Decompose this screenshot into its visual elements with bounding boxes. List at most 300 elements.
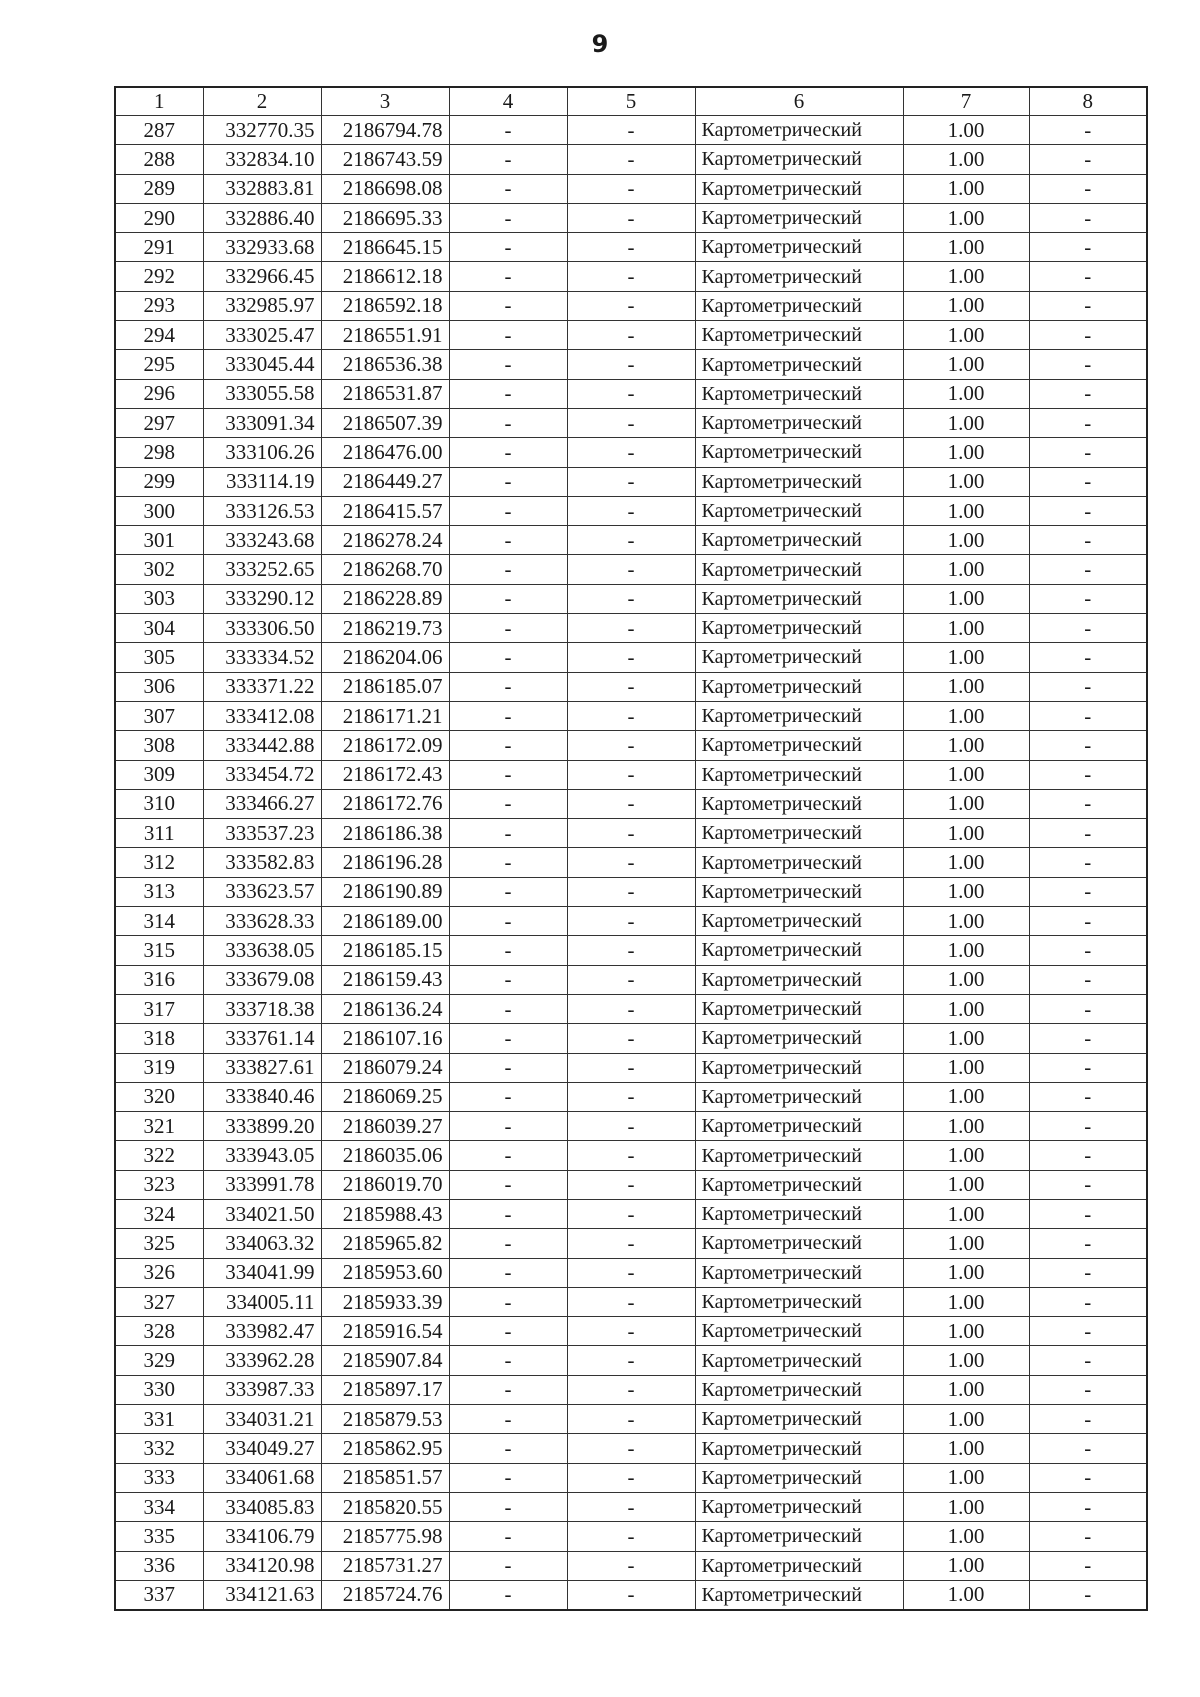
method: Картометрический [695,496,903,525]
column-4-value: - [449,1199,567,1228]
method: Картометрический [695,1024,903,1053]
method: Картометрический [695,174,903,203]
column-5-value: - [567,262,695,291]
column-4-value: - [449,994,567,1023]
point-number: 331 [115,1405,203,1434]
coordinate-y: 2185775.98 [321,1522,449,1551]
coordinate-y: 2186189.00 [321,907,449,936]
column-5-value: - [567,379,695,408]
accuracy: 1.00 [903,848,1029,877]
column-8-value: - [1029,438,1147,467]
column-4-value: - [449,1053,567,1082]
column-4-value: - [449,1375,567,1404]
point-number: 330 [115,1375,203,1404]
method: Картометрический [695,1346,903,1375]
point-number: 301 [115,526,203,555]
column-8-value: - [1029,174,1147,203]
method: Картометрический [695,731,903,760]
column-4-value: - [449,1405,567,1434]
column-8-value: - [1029,203,1147,232]
column-4-value: - [449,1317,567,1346]
coordinate-x: 332834.10 [203,145,321,174]
table-row [115,496,1147,525]
coordinate-x: 332886.40 [203,203,321,232]
table-row [115,819,1147,848]
table-row [115,1229,1147,1258]
table-row [115,379,1147,408]
point-number: 326 [115,1258,203,1287]
coordinate-x: 333537.23 [203,819,321,848]
column-5-value: - [567,965,695,994]
column-4-value: - [449,1112,567,1141]
column-5-value: - [567,1463,695,1492]
coordinate-y: 2185731.27 [321,1551,449,1580]
point-number: 299 [115,467,203,496]
accuracy: 1.00 [903,1434,1029,1463]
column-8-value: - [1029,526,1147,555]
column-8-value: - [1029,1580,1147,1610]
coordinate-y: 2186196.28 [321,848,449,877]
coordinate-y: 2185879.53 [321,1405,449,1434]
accuracy: 1.00 [903,1229,1029,1258]
column-8-value: - [1029,1463,1147,1492]
coordinate-y: 2185897.17 [321,1375,449,1404]
coordinate-x: 333943.05 [203,1141,321,1170]
column-8-value: - [1029,907,1147,936]
point-number: 303 [115,584,203,613]
table-row [115,760,1147,789]
column-8-value: - [1029,1375,1147,1404]
column-5-value: - [567,1434,695,1463]
column-4-value: - [449,321,567,350]
point-number: 295 [115,350,203,379]
table-row [115,1434,1147,1463]
column-4-value: - [449,1258,567,1287]
accuracy: 1.00 [903,643,1029,672]
coordinate-y: 2186136.24 [321,994,449,1023]
coordinate-y: 2186228.89 [321,584,449,613]
coordinate-y: 2185953.60 [321,1258,449,1287]
coordinate-x: 333290.12 [203,584,321,613]
accuracy: 1.00 [903,1082,1029,1111]
column-header: 7 [903,87,1029,116]
column-5-value: - [567,174,695,203]
coordinate-x: 334085.83 [203,1492,321,1521]
column-5-value: - [567,291,695,320]
coordinate-x: 333899.20 [203,1112,321,1141]
method: Картометрический [695,321,903,350]
column-8-value: - [1029,701,1147,730]
point-number: 329 [115,1346,203,1375]
column-8-value: - [1029,877,1147,906]
table-row [115,789,1147,818]
column-8-value: - [1029,262,1147,291]
column-8-value: - [1029,584,1147,613]
column-5-value: - [567,1229,695,1258]
column-8-value: - [1029,145,1147,174]
table-row [115,526,1147,555]
coordinate-x: 334121.63 [203,1580,321,1610]
coordinate-y: 2186449.27 [321,467,449,496]
column-header: 8 [1029,87,1147,116]
method: Картометрический [695,848,903,877]
column-5-value: - [567,438,695,467]
table-row [115,1346,1147,1375]
column-header: 4 [449,87,567,116]
accuracy: 1.00 [903,350,1029,379]
column-4-value: - [449,1522,567,1551]
point-number: 291 [115,233,203,262]
coordinate-y: 2186172.43 [321,760,449,789]
column-4-value: - [449,262,567,291]
column-header: 2 [203,87,321,116]
coordinate-x: 333454.72 [203,760,321,789]
method: Картометрический [695,379,903,408]
column-8-value: - [1029,1346,1147,1375]
coordinate-x: 334120.98 [203,1551,321,1580]
column-5-value: - [567,760,695,789]
coordinate-y: 2185965.82 [321,1229,449,1258]
accuracy: 1.00 [903,1170,1029,1199]
coordinate-x: 332933.68 [203,233,321,262]
column-4-value: - [449,701,567,730]
column-4-value: - [449,116,567,145]
coordinate-x: 333761.14 [203,1024,321,1053]
point-number: 305 [115,643,203,672]
page-number: 9 [591,30,609,58]
table-row [115,145,1147,174]
column-8-value: - [1029,760,1147,789]
coordinate-x: 333827.61 [203,1053,321,1082]
method: Картометрический [695,994,903,1023]
coordinate-x: 333987.33 [203,1375,321,1404]
column-8-value: - [1029,672,1147,701]
point-number: 297 [115,408,203,437]
coordinate-x: 333412.08 [203,701,321,730]
coordinate-x: 333243.68 [203,526,321,555]
coordinate-y: 2186794.78 [321,116,449,145]
point-number: 320 [115,1082,203,1111]
column-4-value: - [449,438,567,467]
coordinate-x: 333114.19 [203,467,321,496]
column-4-value: - [449,731,567,760]
coordinate-x: 333334.52 [203,643,321,672]
coordinate-y: 2186185.07 [321,672,449,701]
method: Картометрический [695,760,903,789]
column-4-value: - [449,1551,567,1580]
column-8-value: - [1029,1551,1147,1580]
column-4-value: - [449,291,567,320]
column-5-value: - [567,1405,695,1434]
coordinate-x: 333025.47 [203,321,321,350]
column-4-value: - [449,467,567,496]
table-row [115,203,1147,232]
point-number: 319 [115,1053,203,1082]
coordinate-x: 333106.26 [203,438,321,467]
table-row [115,1141,1147,1170]
column-8-value: - [1029,819,1147,848]
point-number: 292 [115,262,203,291]
column-4-value: - [449,760,567,789]
column-8-value: - [1029,1024,1147,1053]
point-number: 298 [115,438,203,467]
coordinate-x: 333442.88 [203,731,321,760]
column-4-value: - [449,907,567,936]
table-row [115,1317,1147,1346]
accuracy: 1.00 [903,1287,1029,1316]
method: Картометрический [695,1229,903,1258]
method: Картометрический [695,1522,903,1551]
coordinate-y: 2186278.24 [321,526,449,555]
coordinate-y: 2186159.43 [321,965,449,994]
accuracy: 1.00 [903,1141,1029,1170]
table-row [115,701,1147,730]
method: Картометрический [695,291,903,320]
column-8-value: - [1029,1405,1147,1434]
method: Картометрический [695,1405,903,1434]
coordinate-x: 333126.53 [203,496,321,525]
column-header: 5 [567,87,695,116]
column-4-value: - [449,408,567,437]
method: Картометрический [695,819,903,848]
method: Картометрический [695,1199,903,1228]
column-5-value: - [567,1082,695,1111]
method: Картометрический [695,1434,903,1463]
column-5-value: - [567,936,695,965]
point-number: 290 [115,203,203,232]
column-5-value: - [567,819,695,848]
coordinate-y: 2185820.55 [321,1492,449,1521]
column-5-value: - [567,643,695,672]
method: Картометрический [695,789,903,818]
table-row [115,467,1147,496]
table-row [115,1024,1147,1053]
table-body [115,116,1147,1611]
point-number: 288 [115,145,203,174]
point-number: 313 [115,877,203,906]
accuracy: 1.00 [903,555,1029,584]
accuracy: 1.00 [903,1024,1029,1053]
accuracy: 1.00 [903,145,1029,174]
coordinate-x: 332770.35 [203,116,321,145]
column-4-value: - [449,233,567,262]
method: Картометрический [695,701,903,730]
table-row [115,936,1147,965]
method: Картометрический [695,1375,903,1404]
coordinate-x: 333371.22 [203,672,321,701]
method: Картометрический [695,408,903,437]
coordinate-y: 2186531.87 [321,379,449,408]
point-number: 317 [115,994,203,1023]
method: Картометрический [695,1317,903,1346]
column-5-value: - [567,526,695,555]
method: Картометрический [695,1580,903,1610]
column-5-value: - [567,555,695,584]
table-row [115,1053,1147,1082]
coordinate-y: 2186035.06 [321,1141,449,1170]
point-number: 325 [115,1229,203,1258]
point-number: 314 [115,907,203,936]
column-4-value: - [449,614,567,643]
method: Картометрический [695,1053,903,1082]
column-header: 6 [695,87,903,116]
point-number: 311 [115,819,203,848]
column-header: 3 [321,87,449,116]
column-5-value: - [567,1024,695,1053]
column-8-value: - [1029,116,1147,145]
point-number: 332 [115,1434,203,1463]
coordinate-x: 333628.33 [203,907,321,936]
accuracy: 1.00 [903,819,1029,848]
method: Картометрический [695,1082,903,1111]
column-4-value: - [449,555,567,584]
column-8-value: - [1029,1492,1147,1521]
column-5-value: - [567,1112,695,1141]
accuracy: 1.00 [903,731,1029,760]
method: Картометрический [695,1141,903,1170]
column-5-value: - [567,1551,695,1580]
table-row [115,877,1147,906]
accuracy: 1.00 [903,1317,1029,1346]
method: Картометрический [695,116,903,145]
column-8-value: - [1029,1141,1147,1170]
method: Картометрический [695,584,903,613]
column-4-value: - [449,789,567,818]
column-8-value: - [1029,965,1147,994]
coordinate-y: 2185851.57 [321,1463,449,1492]
accuracy: 1.00 [903,174,1029,203]
coordinate-x: 334031.21 [203,1405,321,1434]
accuracy: 1.00 [903,1492,1029,1521]
table-row [115,907,1147,936]
coordinate-y: 2186185.15 [321,936,449,965]
column-8-value: - [1029,555,1147,584]
accuracy: 1.00 [903,701,1029,730]
table-row [115,438,1147,467]
column-4-value: - [449,643,567,672]
column-8-value: - [1029,994,1147,1023]
accuracy: 1.00 [903,1112,1029,1141]
column-5-value: - [567,1375,695,1404]
column-4-value: - [449,350,567,379]
column-8-value: - [1029,643,1147,672]
column-5-value: - [567,1346,695,1375]
table-row [115,1170,1147,1199]
column-4-value: - [449,174,567,203]
accuracy: 1.00 [903,233,1029,262]
column-4-value: - [449,877,567,906]
accuracy: 1.00 [903,1346,1029,1375]
accuracy: 1.00 [903,614,1029,643]
table-header [115,87,1147,116]
column-4-value: - [449,1346,567,1375]
coordinate-x: 333091.34 [203,408,321,437]
coordinate-x: 333582.83 [203,848,321,877]
column-4-value: - [449,936,567,965]
column-8-value: - [1029,936,1147,965]
point-number: 300 [115,496,203,525]
method: Картометрический [695,1287,903,1316]
point-number: 287 [115,116,203,145]
accuracy: 1.00 [903,291,1029,320]
method: Картометрический [695,1170,903,1199]
method: Картометрический [695,1463,903,1492]
coordinate-x: 333679.08 [203,965,321,994]
method: Картометрический [695,936,903,965]
table-row [115,1492,1147,1521]
column-4-value: - [449,496,567,525]
table-row [115,116,1147,145]
table-row [115,672,1147,701]
accuracy: 1.00 [903,877,1029,906]
table-row [115,848,1147,877]
column-5-value: - [567,584,695,613]
method: Картометрический [695,965,903,994]
column-5-value: - [567,321,695,350]
accuracy: 1.00 [903,994,1029,1023]
column-5-value: - [567,907,695,936]
point-number: 318 [115,1024,203,1053]
column-4-value: - [449,1492,567,1521]
column-4-value: - [449,1082,567,1111]
accuracy: 1.00 [903,672,1029,701]
column-4-value: - [449,1434,567,1463]
coordinate-x: 334063.32 [203,1229,321,1258]
column-4-value: - [449,1170,567,1199]
point-number: 327 [115,1287,203,1316]
accuracy: 1.00 [903,116,1029,145]
coordinate-y: 2186219.73 [321,614,449,643]
coordinate-x: 334041.99 [203,1258,321,1287]
column-4-value: - [449,379,567,408]
column-8-value: - [1029,291,1147,320]
point-number: 316 [115,965,203,994]
column-8-value: - [1029,496,1147,525]
method: Картометрический [695,643,903,672]
coordinate-x: 334005.11 [203,1287,321,1316]
column-5-value: - [567,233,695,262]
table-row [115,1551,1147,1580]
coordinate-y: 2185933.39 [321,1287,449,1316]
coordinate-y: 2185988.43 [321,1199,449,1228]
column-8-value: - [1029,1229,1147,1258]
column-4-value: - [449,1463,567,1492]
coordinates-table [114,86,1148,1611]
accuracy: 1.00 [903,1405,1029,1434]
point-number: 302 [115,555,203,584]
table-row [115,1287,1147,1316]
point-number: 308 [115,731,203,760]
method: Картометрический [695,233,903,262]
point-number: 293 [115,291,203,320]
method: Картометрический [695,145,903,174]
table-row [115,614,1147,643]
accuracy: 1.00 [903,760,1029,789]
table-row [115,350,1147,379]
method: Картометрический [695,467,903,496]
table-row [115,1082,1147,1111]
table-row [115,555,1147,584]
coordinate-y: 2186476.00 [321,438,449,467]
point-number: 321 [115,1112,203,1141]
coordinate-y: 2186612.18 [321,262,449,291]
column-5-value: - [567,1141,695,1170]
point-number: 304 [115,614,203,643]
accuracy: 1.00 [903,321,1029,350]
column-5-value: - [567,877,695,906]
column-8-value: - [1029,1112,1147,1141]
coordinate-x: 333045.44 [203,350,321,379]
